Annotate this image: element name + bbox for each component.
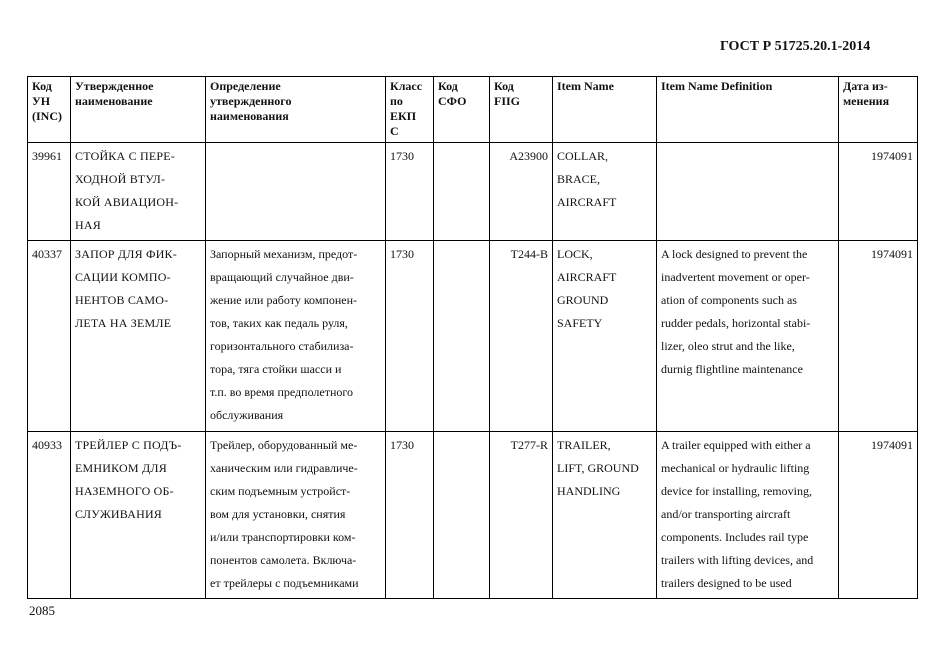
table-header-row	[28, 77, 918, 143]
cell-date: 1974091	[839, 432, 918, 599]
col-header-definition: Определение утвержденного наименования	[206, 77, 386, 143]
cell-sfo	[434, 143, 490, 241]
table-row	[28, 241, 918, 432]
col-header-class: Класс по ЕКП С	[386, 77, 434, 143]
table-row	[28, 432, 918, 599]
cell-code: 39961	[28, 143, 71, 241]
table-row	[28, 143, 918, 241]
col-header-fiig: Код FIIG	[490, 77, 553, 143]
document-standard-number: ГОСТ Р 51725.20.1-2014	[720, 39, 871, 54]
cell-item-name: TRAILER, LIFT, GROUND HANDLING	[553, 432, 657, 599]
col-header-approved-name: Утвержденное наименование	[71, 77, 206, 143]
cell-item-definition: A lock designed to prevent the inadvertent movement or oper- ation of components such as rudder pedals, horizontal stabi- lizer, oleo strut and the like, durnig flightline maintenance	[657, 241, 839, 432]
cell-definition	[206, 143, 386, 241]
col-header-item-name: Item Name	[553, 77, 657, 143]
cell-class: 1730	[386, 432, 434, 599]
cell-approved-name: СТОЙКА С ПЕРЕ- ХОДНОЙ ВТУЛ- КОЙ АВИАЦИОН- НАЯ	[71, 143, 206, 241]
cell-date: 1974091	[839, 143, 918, 241]
cell-definition: Трейлер, оборудованный ме- ханическим или гидравличе- ским подъемным устройст- вом для установки, снятия и/или транспортировки ком- понентов самолета. Включа- ет трейлеры с подъемниками	[206, 432, 386, 599]
col-header-date: Дата из- менения	[839, 77, 918, 143]
cell-item-name: LOCK, AIRCRAFT GROUND SAFETY	[553, 241, 657, 432]
cell-sfo	[434, 432, 490, 599]
catalog-table	[27, 76, 918, 599]
cell-fiig: T244-B	[490, 241, 553, 432]
cell-class: 1730	[386, 143, 434, 241]
cell-item-definition	[657, 143, 839, 241]
cell-code: 40337	[28, 241, 71, 432]
cell-sfo	[434, 241, 490, 432]
cell-class: 1730	[386, 241, 434, 432]
cell-fiig: A23900	[490, 143, 553, 241]
cell-approved-name: ТРЕЙЛЕР С ПОДЪ- ЕМНИКОМ ДЛЯ НАЗЕМНОГО ОБ- СЛУЖИВАНИЯ	[71, 432, 206, 599]
cell-definition: Запорный механизм, предот- вращающий случайное дви- жение или работу компонен- тов, таких как педаль руля, горизонтального стабилиза- тора, тяга стойки шасси и т.п. во время предполетного обслуживания	[206, 241, 386, 432]
col-header-item-definition: Item Name Definition	[657, 77, 839, 143]
cell-fiig: T277-R	[490, 432, 553, 599]
page-number: 2085	[29, 603, 55, 618]
cell-approved-name: ЗАПОР ДЛЯ ФИК- САЦИИ КОМПО- НЕНТОВ САМО- ЛЕТА НА ЗЕМЛЕ	[71, 241, 206, 432]
cell-date: 1974091	[839, 241, 918, 432]
cell-item-definition: A trailer equipped with either a mechanical or hydraulic lifting device for installing, removing, and/or transporting aircraft components. Includes rail type trailers with lifting devices, and trailers designed to be used	[657, 432, 839, 599]
col-header-code: Код УН (INC)	[28, 77, 71, 143]
cell-item-name: COLLAR, BRACE, AIRCRAFT	[553, 143, 657, 241]
col-header-sfo: Код СФО	[434, 77, 490, 143]
cell-code: 40933	[28, 432, 71, 599]
